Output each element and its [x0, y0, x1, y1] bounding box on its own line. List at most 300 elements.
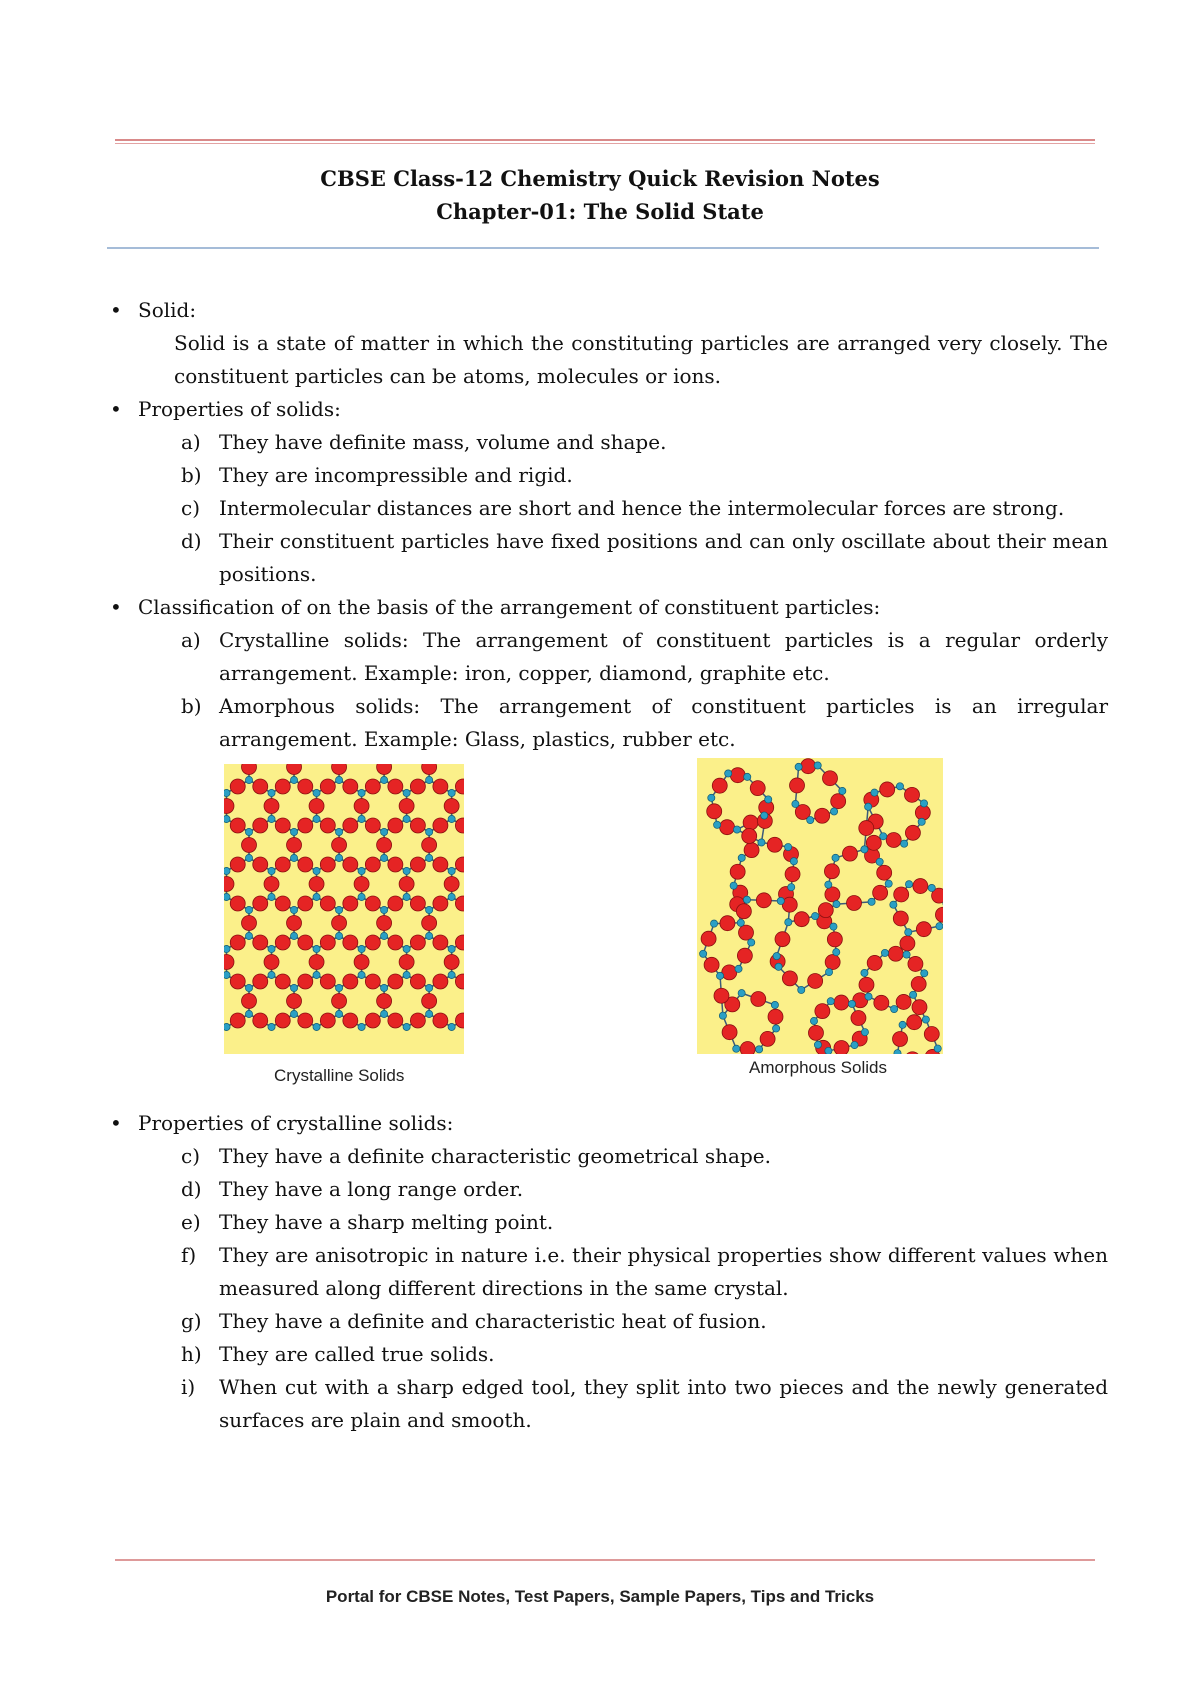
list-text: They are incompressible and rigid.: [219, 463, 573, 487]
large-atom: [908, 956, 923, 971]
large-atom: [287, 838, 302, 853]
list-item: [108, 426, 1108, 459]
list-marker: e): [181, 1210, 201, 1234]
large-atom: [904, 787, 919, 802]
small-atom: [880, 833, 887, 840]
small-atom: [403, 815, 410, 822]
large-atom: [332, 994, 347, 1009]
small-atom: [268, 867, 275, 874]
large-atom: [388, 896, 403, 911]
large-atom: [433, 779, 448, 794]
small-atom: [810, 1017, 817, 1024]
large-atom: [750, 781, 765, 796]
large-atom: [309, 877, 324, 892]
large-atom: [834, 995, 849, 1010]
large-atom: [242, 994, 257, 1009]
large-atom: [253, 857, 268, 872]
large-atom: [320, 935, 335, 950]
large-atom: [230, 818, 245, 833]
large-atom: [756, 893, 771, 908]
small-atom: [928, 884, 935, 891]
small-atom: [910, 991, 917, 998]
large-atom: [320, 1013, 335, 1028]
list-item: [108, 492, 1108, 525]
small-atom: [335, 984, 342, 991]
large-atom: [377, 838, 392, 853]
small-atom: [448, 893, 455, 900]
large-atom: [874, 995, 889, 1010]
list-marker: g): [181, 1309, 202, 1333]
small-atom: [245, 984, 252, 991]
list-item: [108, 459, 1108, 492]
small-atom: [448, 789, 455, 796]
large-atom: [242, 916, 257, 931]
page-footer: Portal for CBSE Notes, Test Papers, Sample Papers, Tips and Tricks: [325, 1587, 875, 1606]
small-atom: [807, 816, 814, 823]
large-atom: [253, 818, 268, 833]
large-atom: [905, 825, 920, 840]
large-atom: [422, 994, 437, 1009]
large-atom: [824, 864, 839, 879]
bullet-heading: Solid:: [138, 298, 197, 322]
large-atom: [707, 804, 722, 819]
small-atom: [848, 1000, 855, 1007]
large-atom: [924, 1027, 939, 1042]
small-atom: [936, 923, 943, 930]
small-atom: [920, 800, 927, 807]
list-text: They are called true solids.: [219, 1342, 495, 1366]
large-atom: [751, 992, 766, 1007]
small-atom: [733, 1045, 740, 1052]
list-item: [108, 690, 1108, 756]
large-atom: [264, 799, 279, 814]
list-text: They have a definite characteristic geometrical shape.: [219, 1144, 771, 1168]
small-atom: [335, 828, 342, 835]
large-atom: [743, 815, 758, 830]
large-atom: [915, 805, 930, 820]
small-atom: [380, 984, 387, 991]
small-atom: [358, 815, 365, 822]
small-atom: [890, 901, 897, 908]
amorphous-caption: Amorphous Solids: [749, 1058, 887, 1077]
large-atom: [782, 897, 797, 912]
list-text: Intermolecular distances are short and hence the intermolecular forces are strong.: [219, 496, 1065, 520]
small-atom: [918, 818, 925, 825]
small-atom: [245, 932, 252, 939]
small-atom: [792, 800, 799, 807]
small-atom: [730, 882, 737, 889]
large-atom: [275, 779, 290, 794]
page-header: [0, 162, 1200, 228]
large-atom: [343, 896, 358, 911]
list-text: Amorphous solids: The arrangement of constituent particles is an irregular arrangement. Example: Glass, plastics, rubber etc.: [219, 694, 1108, 751]
notes-body: [108, 294, 1108, 1437]
large-atom: [320, 857, 335, 872]
large-atom: [410, 1013, 425, 1028]
large-atom: [343, 974, 358, 989]
small-atom: [795, 763, 802, 770]
small-atom: [313, 789, 320, 796]
small-atom: [224, 815, 230, 822]
list-item: [108, 1371, 1108, 1437]
large-atom: [410, 974, 425, 989]
list-item: [108, 1173, 1108, 1206]
large-atom: [801, 759, 816, 774]
bullet-classification: [108, 591, 1108, 624]
small-atom: [358, 1023, 365, 1030]
small-atom: [788, 884, 795, 891]
small-atom: [868, 898, 875, 905]
small-atom: [335, 854, 342, 861]
large-atom: [825, 955, 840, 970]
small-atom: [426, 984, 433, 991]
large-atom: [433, 935, 448, 950]
small-atom: [380, 932, 387, 939]
small-atom: [905, 929, 912, 936]
header-divider: [107, 247, 1099, 249]
small-atom: [811, 913, 818, 920]
large-atom: [354, 799, 369, 814]
list-item: [108, 1140, 1108, 1173]
large-atom: [775, 932, 790, 947]
bullet-heading: Classification of on the basis of the arrangement of constituent particles:: [138, 595, 881, 619]
large-atom: [859, 977, 874, 992]
small-atom: [448, 971, 455, 978]
small-atom: [426, 828, 433, 835]
list-text: Their constituent particles have fixed positions and can only oscillate about their mean positions.: [219, 529, 1108, 586]
small-atom: [268, 893, 275, 900]
small-atom: [245, 1010, 252, 1017]
small-atom: [714, 821, 721, 828]
large-atom: [287, 916, 302, 931]
small-atom: [771, 1001, 778, 1008]
large-atom: [343, 1013, 358, 1028]
large-atom: [916, 922, 931, 937]
large-atom: [720, 916, 735, 931]
list-item: [108, 525, 1108, 591]
small-atom: [921, 970, 928, 977]
top-rule-secondary: [115, 143, 1095, 144]
small-atom: [903, 951, 910, 958]
small-atom: [744, 773, 751, 780]
small-atom: [403, 867, 410, 874]
large-atom: [722, 1025, 737, 1040]
large-atom: [737, 948, 752, 963]
large-atom: [808, 1025, 823, 1040]
small-atom: [380, 854, 387, 861]
small-atom: [224, 789, 230, 796]
amorphous-network-diagram: [697, 758, 943, 1054]
large-atom: [365, 935, 380, 950]
small-atom: [785, 919, 792, 926]
list-marker: d): [181, 529, 202, 553]
large-atom: [399, 799, 414, 814]
small-atom: [876, 858, 883, 865]
small-atom: [426, 776, 433, 783]
small-atom: [833, 901, 840, 908]
large-atom: [388, 1013, 403, 1028]
small-atom: [851, 1041, 858, 1048]
list-text: They have a definite and characteristic heat of fusion.: [219, 1309, 767, 1333]
large-atom: [365, 818, 380, 833]
large-atom: [907, 1015, 922, 1030]
small-atom: [380, 906, 387, 913]
large-atom: [911, 977, 926, 992]
small-atom: [224, 971, 230, 978]
small-atom: [896, 783, 903, 790]
small-atom: [830, 808, 837, 815]
small-atom: [871, 789, 878, 796]
list-marker: a): [181, 430, 201, 454]
list-text: They have a long range order.: [219, 1177, 524, 1201]
list-item: [108, 1206, 1108, 1239]
large-atom: [388, 974, 403, 989]
small-atom: [224, 945, 230, 952]
small-atom: [335, 932, 342, 939]
small-atom: [313, 815, 320, 822]
large-atom: [253, 896, 268, 911]
large-atom: [867, 955, 882, 970]
large-atom: [388, 779, 403, 794]
small-atom: [403, 945, 410, 952]
small-atom: [358, 789, 365, 796]
large-atom: [320, 779, 335, 794]
large-atom: [332, 838, 347, 853]
large-atom: [913, 879, 928, 894]
bullet-solid: [108, 294, 1108, 327]
small-atom: [403, 1023, 410, 1030]
small-atom: [290, 776, 297, 783]
small-atom: [865, 993, 872, 1000]
small-atom: [224, 893, 230, 900]
large-atom: [298, 935, 313, 950]
list-marker: b): [181, 463, 202, 487]
small-atom: [426, 854, 433, 861]
large-atom: [790, 778, 805, 793]
large-atom: [332, 916, 347, 931]
large-atom: [242, 838, 257, 853]
small-atom: [719, 1012, 726, 1019]
small-atom: [865, 803, 872, 810]
large-atom: [230, 896, 245, 911]
small-atom: [725, 770, 732, 777]
footer-rule: [115, 1559, 1095, 1561]
list-item: [108, 624, 1108, 690]
small-atom: [313, 893, 320, 900]
bullet-heading: Properties of crystalline solids:: [138, 1111, 454, 1135]
large-atom: [309, 799, 324, 814]
large-atom: [444, 799, 459, 814]
list-item: [108, 1305, 1108, 1338]
small-atom: [825, 968, 832, 975]
small-atom: [245, 906, 252, 913]
small-atom: [290, 932, 297, 939]
large-atom: [230, 974, 245, 989]
large-atom: [365, 896, 380, 911]
large-atom: [873, 885, 888, 900]
large-atom: [298, 818, 313, 833]
large-atom: [309, 955, 324, 970]
small-atom: [708, 794, 715, 801]
crystalline-caption: Crystalline Solids: [274, 1066, 405, 1085]
large-atom: [701, 931, 716, 946]
small-atom: [448, 867, 455, 874]
large-atom: [354, 877, 369, 892]
small-atom: [905, 881, 912, 888]
small-atom: [785, 843, 792, 850]
small-atom: [830, 923, 837, 930]
small-atom: [775, 963, 782, 970]
small-atom: [224, 867, 230, 874]
large-atom: [900, 936, 915, 951]
small-atom: [268, 1023, 275, 1030]
large-atom: [736, 904, 751, 919]
large-atom: [422, 838, 437, 853]
small-atom: [380, 776, 387, 783]
small-atom: [335, 1010, 342, 1017]
small-atom: [798, 986, 805, 993]
list-text: They are anisotropic in nature i.e. their physical properties show different values when measured along different directions in the same crystal.: [219, 1243, 1108, 1300]
small-atom: [245, 854, 252, 861]
large-atom: [767, 837, 782, 852]
small-atom: [825, 881, 832, 888]
large-atom: [275, 974, 290, 989]
large-atom: [320, 818, 335, 833]
large-atom: [230, 857, 245, 872]
large-atom: [433, 974, 448, 989]
small-atom: [313, 971, 320, 978]
large-atom: [365, 857, 380, 872]
large-atom: [739, 925, 754, 940]
large-atom: [847, 895, 862, 910]
large-atom: [712, 778, 727, 793]
large-atom: [275, 896, 290, 911]
large-atom: [264, 955, 279, 970]
large-atom: [808, 973, 823, 988]
small-atom: [313, 1023, 320, 1030]
small-atom: [733, 826, 740, 833]
small-atom: [245, 828, 252, 835]
large-atom: [377, 994, 392, 1009]
small-atom: [290, 1010, 297, 1017]
small-atom: [922, 1016, 929, 1023]
small-atom: [268, 815, 275, 822]
small-atom: [773, 953, 780, 960]
list-text: They have a sharp melting point.: [219, 1210, 554, 1234]
small-atom: [861, 1029, 868, 1036]
large-atom: [714, 988, 729, 1003]
large-atom: [782, 971, 797, 986]
list-text: Crystalline solids: The arrangement of constituent particles is a regular orderly arrangement. Example: iron, copper, diamond, graphite etc.: [219, 628, 1108, 685]
large-atom: [760, 1031, 775, 1046]
large-atom: [388, 935, 403, 950]
small-atom: [358, 867, 365, 874]
large-atom: [893, 911, 908, 926]
small-atom: [710, 920, 717, 927]
large-atom: [433, 1013, 448, 1028]
small-atom: [224, 1023, 230, 1030]
small-atom: [290, 854, 297, 861]
large-atom: [298, 974, 313, 989]
header-chapter: Chapter-01: The Solid State: [436, 199, 764, 224]
large-atom: [320, 974, 335, 989]
small-atom: [899, 1021, 906, 1028]
large-atom: [253, 974, 268, 989]
small-atom: [313, 945, 320, 952]
top-rule: [115, 139, 1095, 141]
large-atom: [264, 877, 279, 892]
large-atom: [343, 935, 358, 950]
small-atom: [839, 787, 846, 794]
large-atom: [365, 1013, 380, 1028]
large-atom: [894, 887, 909, 902]
large-atom: [365, 974, 380, 989]
small-atom: [403, 789, 410, 796]
small-atom: [448, 1023, 455, 1030]
large-atom: [298, 896, 313, 911]
large-atom: [730, 768, 745, 783]
amorphous-figure: [697, 758, 943, 1054]
large-atom: [818, 903, 833, 918]
large-atom: [768, 1009, 783, 1024]
large-atom: [827, 932, 842, 947]
large-atom: [287, 994, 302, 1009]
large-atom: [851, 1011, 866, 1026]
small-atom: [268, 789, 275, 796]
list-marker: b): [181, 694, 202, 718]
large-atom: [730, 864, 745, 879]
large-atom: [896, 994, 911, 1009]
crystalline-lattice-diagram: [224, 764, 464, 1054]
large-atom: [253, 1013, 268, 1028]
small-atom: [313, 867, 320, 874]
large-atom: [399, 955, 414, 970]
large-atom: [298, 1013, 313, 1028]
large-atom: [886, 832, 901, 847]
small-atom: [881, 949, 888, 956]
small-atom: [700, 950, 707, 957]
small-atom: [832, 854, 839, 861]
small-atom: [426, 1010, 433, 1017]
large-atom: [742, 828, 757, 843]
large-atom: [230, 935, 245, 950]
large-atom: [230, 1013, 245, 1028]
small-atom: [885, 880, 892, 887]
solid-definition: Solid is a state of matter in which the constituting particles are arranged very closely. The constituent particles can be atoms, molecules or ions.: [174, 331, 1108, 388]
bullet-properties: [108, 393, 1108, 426]
large-atom: [275, 857, 290, 872]
large-atom: [275, 1013, 290, 1028]
small-atom: [814, 762, 821, 769]
large-atom: [859, 821, 874, 836]
large-atom: [298, 857, 313, 872]
small-atom: [758, 839, 765, 846]
small-atom: [814, 1041, 821, 1048]
large-atom: [831, 794, 846, 809]
small-atom: [335, 776, 342, 783]
small-atom: [290, 906, 297, 913]
small-atom: [748, 939, 755, 946]
large-atom: [253, 779, 268, 794]
small-atom: [448, 815, 455, 822]
large-atom: [298, 779, 313, 794]
large-atom: [433, 857, 448, 872]
small-atom: [894, 1050, 901, 1054]
small-atom: [827, 998, 834, 1005]
large-atom: [410, 896, 425, 911]
small-atom: [358, 971, 365, 978]
large-atom: [275, 935, 290, 950]
